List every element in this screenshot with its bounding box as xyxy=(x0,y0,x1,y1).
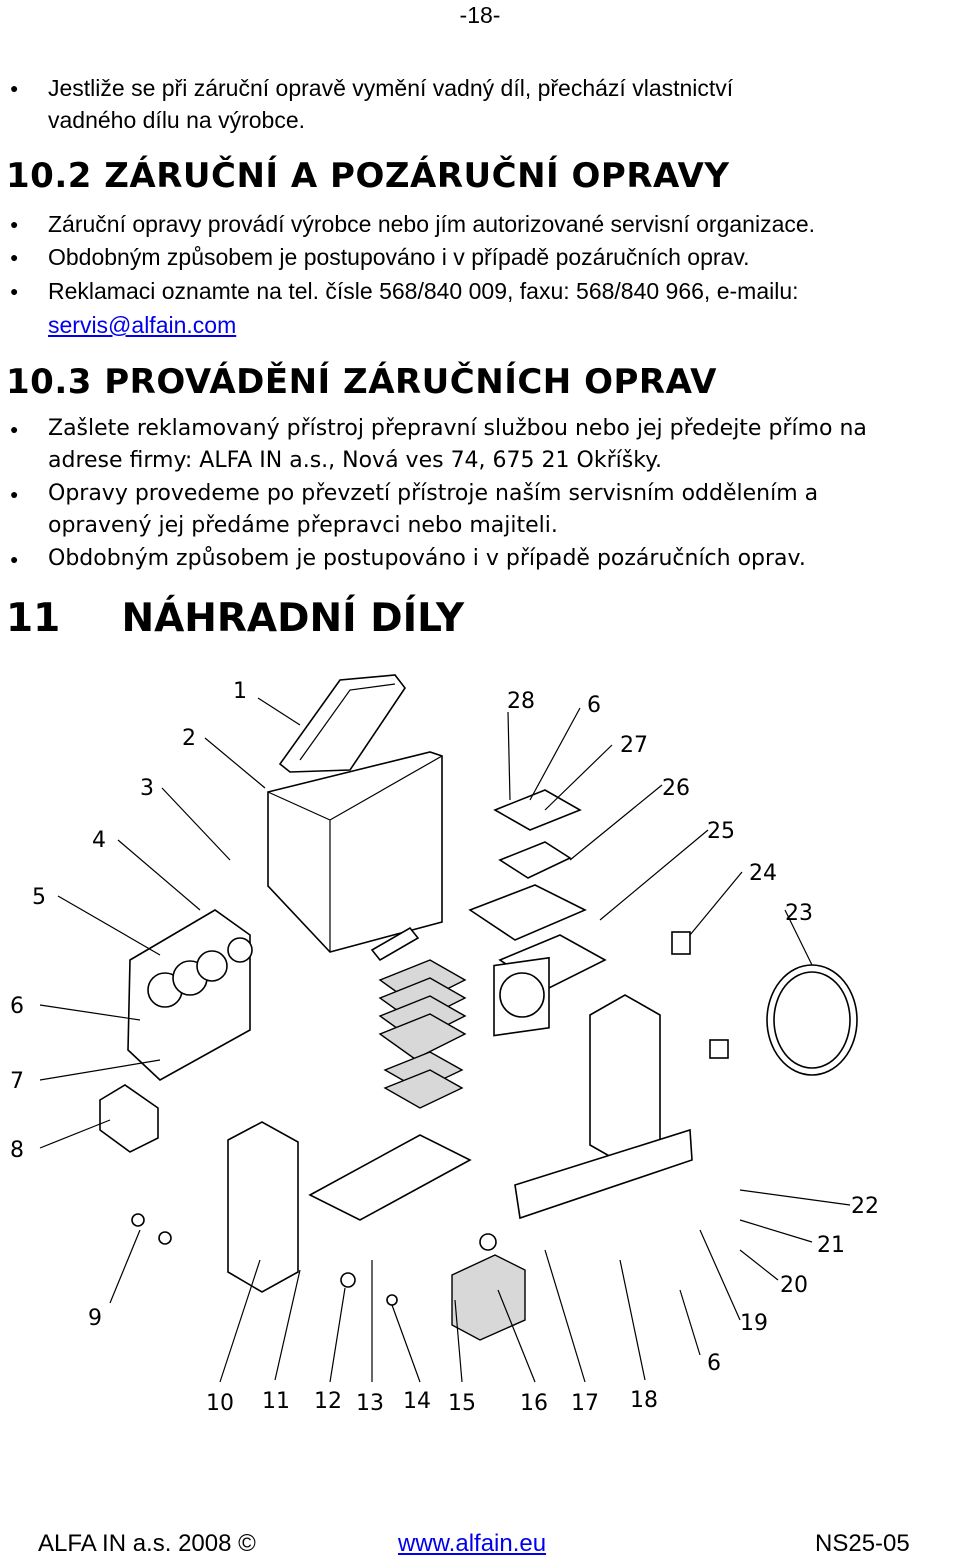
callout-label: 18 xyxy=(630,1388,658,1413)
callout-label: 6 xyxy=(707,1351,721,1376)
rear-panel-part xyxy=(590,995,660,1165)
intro-line-2: vadného dílu na výrobce. xyxy=(48,107,306,133)
callout-label: 8 xyxy=(10,1138,24,1163)
callout-label: 9 xyxy=(88,1306,102,1331)
section-title: NÁHRADNÍ DÍLY xyxy=(121,596,465,641)
section-number: 10.3 xyxy=(6,362,92,402)
section-title: PROVÁDĚNÍ ZÁRUČNÍCH OPRAV xyxy=(104,362,717,402)
bullet-icon: ● xyxy=(10,486,19,502)
callout-label: 16 xyxy=(520,1391,548,1416)
rectifier-part xyxy=(495,790,580,830)
cover-part xyxy=(268,752,442,952)
callout-label: 22 xyxy=(851,1194,879,1219)
section-10-3-heading xyxy=(6,362,717,402)
front-panel-part xyxy=(228,1122,298,1292)
page-number: -18- xyxy=(459,2,501,28)
parts-drawing xyxy=(100,675,857,1340)
section-10-2-heading xyxy=(6,156,729,196)
callout-label: 26 xyxy=(662,776,690,801)
email-link[interactable]: servis@alfain.com xyxy=(48,312,237,338)
heatsink-stack xyxy=(380,960,465,1108)
section-10-2-bullet-3: Reklamaci oznamte na tel. čísle 568/840 009, faxu: 568/840 966, e-mailu: xyxy=(48,278,799,304)
callout-label: 28 xyxy=(507,689,535,714)
base-frame-part xyxy=(310,1135,470,1220)
section-10-3-bullet-2-line-1: Opravy provedeme po převzetí přístroje naším servisním oddělením a xyxy=(48,481,819,506)
callout-label: 15 xyxy=(448,1391,476,1416)
callout-label: 1 xyxy=(233,679,247,704)
callout-label: 6 xyxy=(587,693,601,718)
bullet-icon: ● xyxy=(10,80,19,96)
callout-label: 10 xyxy=(206,1391,234,1416)
section-11-heading xyxy=(6,596,464,641)
callout-label: 13 xyxy=(356,1391,384,1416)
callout-label: 23 xyxy=(785,901,813,926)
intro-line-1: Jestliže se při záruční opravě vymění vadný díl, přechází vlastnictví xyxy=(48,75,734,101)
switch-part xyxy=(672,932,690,954)
fan-rotor xyxy=(500,973,544,1017)
insulation-plate xyxy=(100,1085,158,1152)
section-10-3-bullet-2-line-2: opravený jej předáme přepravci nebo majiteli. xyxy=(48,513,558,538)
cable-coil-inner xyxy=(774,972,850,1068)
callout-label: 2 xyxy=(182,726,196,751)
footer-website-link[interactable]: www.alfain.eu xyxy=(398,1530,547,1557)
section-title: ZÁRUČNÍ A POZÁRUČNÍ OPRAVY xyxy=(104,156,730,196)
callout-label: 20 xyxy=(780,1273,808,1298)
callout-label: 3 xyxy=(140,776,154,801)
callout-label: 17 xyxy=(571,1391,599,1416)
section-10-2-bullet-2: Obdobným způsobem je postupováno i v případě pozáručních oprav. xyxy=(48,244,750,270)
bullet-icon: ● xyxy=(10,249,19,265)
callout-label: 21 xyxy=(817,1233,845,1258)
section-number: 10.2 xyxy=(6,156,92,196)
connector-part xyxy=(132,1214,144,1226)
connector-part xyxy=(159,1232,171,1244)
potentiometer-part xyxy=(341,1273,355,1287)
section-10-3-bullet-1-line-1: Zašlete reklamovaný přístroj přepravní službou nebo jej předejte přímo na xyxy=(48,416,867,441)
section-number: 11 xyxy=(6,596,61,641)
section-10-3-bullet-3-line-1: Obdobným způsobem je postupováno i v případě pozáručních oprav. xyxy=(48,546,806,571)
capacitor-part xyxy=(197,951,227,981)
callout-label: 6 xyxy=(10,994,24,1019)
callout-label: 24 xyxy=(749,861,777,886)
callout-label: 5 xyxy=(32,885,46,910)
callout-label: 27 xyxy=(620,733,648,758)
coil-part xyxy=(228,938,252,962)
diode-part xyxy=(480,1234,496,1250)
footer-company: ALFA IN a.s. 2008 © xyxy=(38,1530,256,1557)
bullet-icon: ● xyxy=(10,283,19,299)
callout-label: 4 xyxy=(92,828,106,853)
callout-label: 19 xyxy=(740,1311,768,1336)
callout-label: 7 xyxy=(10,1069,24,1094)
cable-gland-part xyxy=(710,1040,728,1058)
knob-part xyxy=(387,1295,397,1305)
bridge-part xyxy=(500,842,570,878)
section-10-2-bullet-1: Záruční opravy provádí výrobce nebo jím autorizované servisní organizace. xyxy=(48,211,816,237)
callout-label: 11 xyxy=(262,1389,290,1414)
callout-label: 12 xyxy=(314,1389,342,1414)
footer-doc-code: NS25-05 xyxy=(815,1530,910,1557)
bullet-icon: ● xyxy=(10,216,19,232)
bullet-icon: ● xyxy=(10,421,19,437)
section-10-3-bullet-1-line-2: adrese firmy: ALFA IN a.s., Nová ves 74, 675 21 Okříšky. xyxy=(48,448,663,473)
callout-label: 14 xyxy=(403,1389,431,1414)
spare-parts-diagram xyxy=(0,660,960,1430)
callout-label: 25 xyxy=(707,819,735,844)
secondary-heatsink xyxy=(452,1255,525,1340)
shield-plate xyxy=(470,885,585,940)
bullet-icon: ● xyxy=(10,551,19,567)
